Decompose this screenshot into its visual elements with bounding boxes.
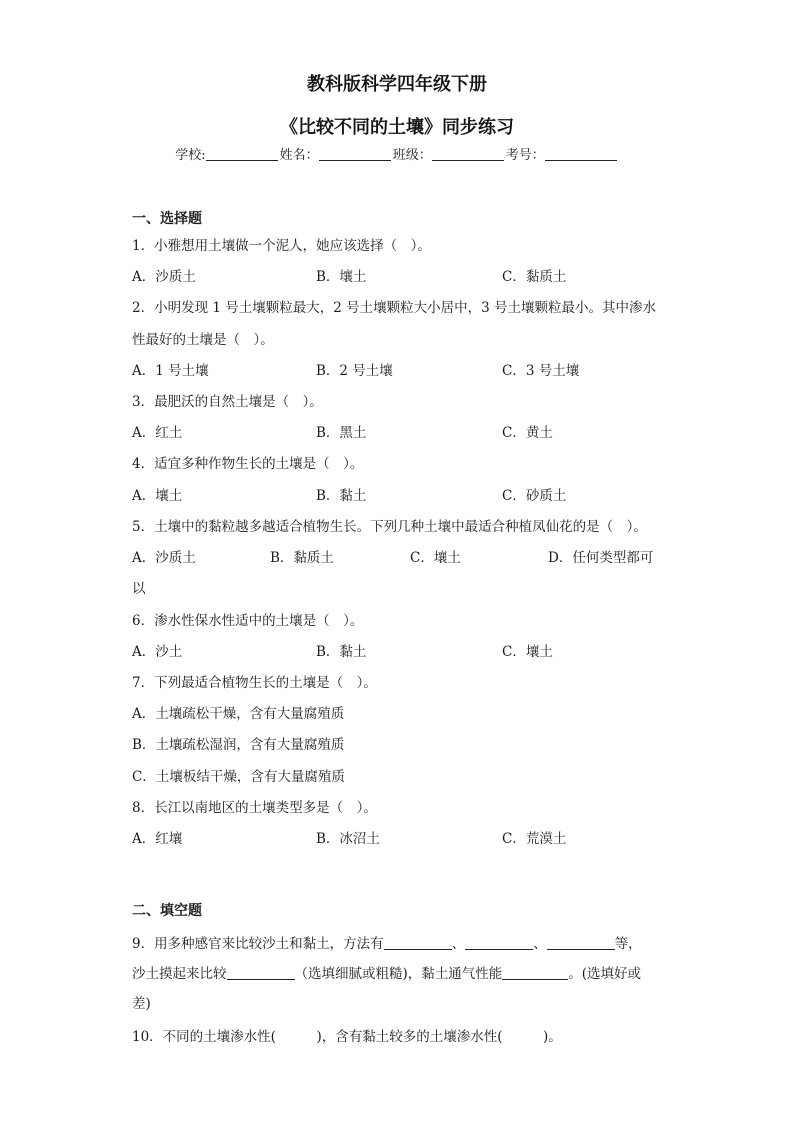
q4-option-a[interactable]: A．壤土 — [132, 488, 183, 504]
q9-part2: 等， — [614, 936, 642, 952]
q1-option-b[interactable]: B．壤土 — [316, 269, 367, 285]
q7-option-a[interactable]: A．土壤疏松干燥，含有大量腐殖质 — [132, 706, 345, 722]
q1-option-a[interactable]: A．沙质土 — [132, 269, 196, 285]
section-choice-heading: 一、选择题 — [132, 211, 202, 227]
q6-option-c[interactable]: C．壤土 — [502, 644, 553, 660]
q9-line2c: 。(选填好或 — [568, 966, 642, 982]
q4-option-b[interactable]: B．黏土 — [316, 488, 367, 504]
school-blank[interactable] — [206, 147, 278, 161]
exam-no-label: 考号： — [505, 148, 545, 163]
q6-option-a[interactable]: A．沙土 — [132, 644, 183, 660]
name-label: 姓名： — [279, 148, 319, 163]
q9-line2a: 沙土摸起来比较 — [132, 966, 227, 982]
question-9-line2 — [132, 962, 641, 982]
q9-blank-5[interactable] — [502, 965, 568, 980]
question-3-stem: 3．最肥沃的自然土壤是（ ）。 — [132, 394, 323, 410]
q5-option-d-continued: 以 — [132, 581, 146, 597]
q4-option-c[interactable]: C．砂质土 — [502, 488, 567, 504]
question-2-stem-line2: 性最好的土壤是（ ）。 — [132, 332, 274, 348]
q9-separator-1: 、 — [451, 936, 466, 952]
q2-option-c[interactable]: C．3 号土壤 — [502, 363, 580, 379]
school-label: 学校: — [175, 148, 206, 163]
q3-option-b[interactable]: B．黑土 — [316, 425, 367, 441]
section-fill-heading: 二、填空题 — [132, 903, 202, 919]
q9-part1: 9．用多种感官来比较沙土和黏土，方法有 — [132, 936, 384, 952]
question-4-stem: 4．适宜多种作物生长的土壤是（ ）。 — [132, 456, 364, 472]
worksheet-subtitle: 《比较不同的土壤》同步练习 — [280, 117, 514, 138]
class-blank[interactable] — [432, 147, 504, 161]
q6-option-b[interactable]: B．黏土 — [316, 644, 367, 660]
q9-line2b: （选填细腻或粗糙)，黏土通气性能 — [294, 966, 503, 982]
question-5-stem: 5．土壤中的黏粒越多越适合植物生长。下列几种土壤中最适合种植凤仙花的是（ ）。 — [132, 519, 647, 535]
q7-option-b[interactable]: B．土壤疏松湿润，含有大量腐殖质 — [132, 737, 345, 753]
question-8-stem: 8．长江以南地区的土壤类型多是（ ）。 — [132, 800, 377, 816]
q1-option-c[interactable]: C．黏质土 — [502, 269, 567, 285]
question-7-stem: 7．下列最适合植物生长的土壤是（ ）。 — [132, 675, 377, 691]
question-10: 10．不同的土壤渗水性( )，含有黏土较多的土壤渗水性( )。 — [132, 1029, 562, 1045]
question-9-line1 — [132, 932, 642, 952]
q9-blank-4[interactable] — [227, 965, 295, 980]
question-1-stem: 1．小雅想用土壤做一个泥人，她应该选择（ ）。 — [132, 238, 431, 254]
worksheet-title: 教科版科学四年级下册 — [307, 74, 487, 95]
q8-option-a[interactable]: A．红壤 — [132, 831, 183, 847]
name-blank[interactable] — [319, 147, 391, 161]
q5-option-c[interactable]: C．壤土 — [410, 550, 461, 566]
q9-blank-3[interactable] — [547, 935, 615, 950]
q2-option-a[interactable]: A．1 号土壤 — [132, 363, 209, 379]
exam-no-blank[interactable] — [545, 147, 617, 161]
question-2-stem-line1: 2．小明发现 1 号土壤颗粒最大，2 号土壤颗粒大小居中，3 号土壤颗粒最小。其中渗水 — [132, 300, 657, 316]
q8-option-b[interactable]: B．冰沼土 — [316, 831, 380, 847]
q3-option-a[interactable]: A．红土 — [132, 425, 183, 441]
q7-option-c[interactable]: C．土壤板结干燥，含有大量腐殖质 — [132, 769, 345, 785]
q5-option-a[interactable]: A．沙质土 — [132, 550, 196, 566]
q3-option-c[interactable]: C．黄土 — [502, 425, 553, 441]
class-label: 班级： — [392, 148, 432, 163]
question-6-stem: 6．渗水性保水性适中的土壤是（ ）。 — [132, 613, 364, 629]
question-9-line3: 差) — [132, 996, 151, 1012]
q8-option-c[interactable]: C．荒漠土 — [502, 831, 567, 847]
q5-option-b[interactable]: B．黏质土 — [270, 550, 334, 566]
student-info-line — [0, 144, 794, 163]
q9-blank-1[interactable] — [384, 935, 452, 950]
q9-blank-2[interactable] — [465, 935, 533, 950]
q9-separator-2: 、 — [533, 936, 547, 952]
q2-option-b[interactable]: B．2 号土壤 — [316, 363, 393, 379]
q5-option-d[interactable]: D．任何类型都可 — [548, 550, 654, 566]
